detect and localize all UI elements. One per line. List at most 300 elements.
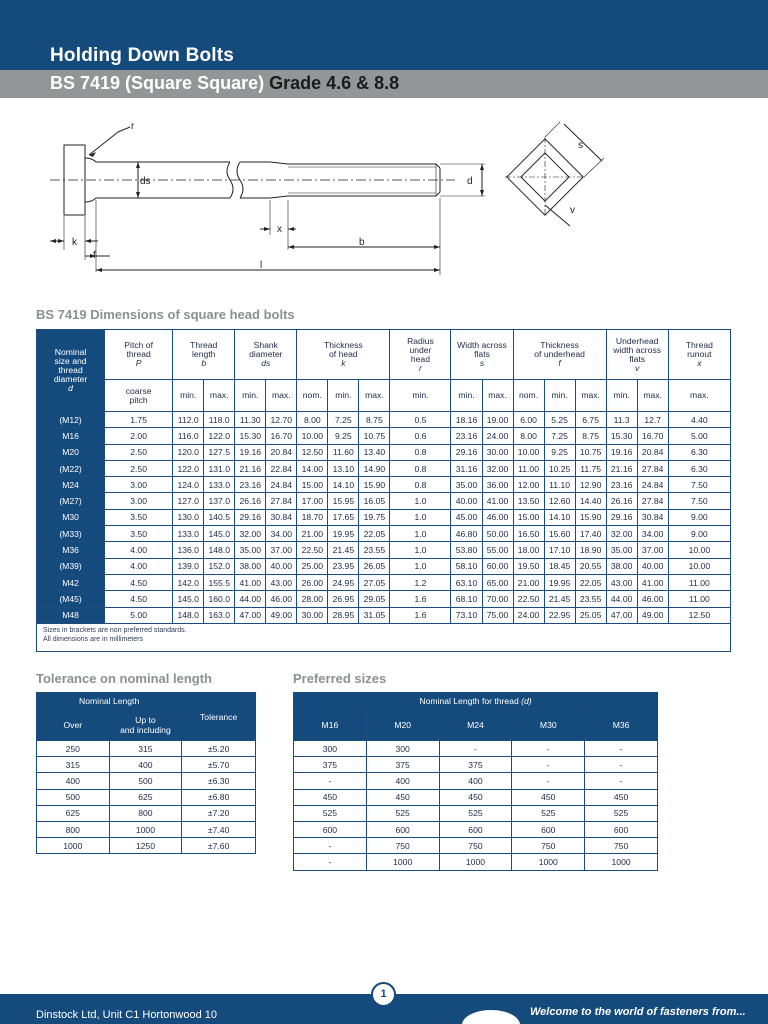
tolerance-table	[36, 692, 256, 854]
table-row	[37, 773, 256, 789]
value-cell: 60.00	[482, 558, 513, 574]
value-cell: 26.16	[235, 493, 266, 509]
value-cell: 600	[294, 821, 367, 837]
label-b: b	[359, 237, 365, 248]
value-cell: 1.0	[390, 509, 451, 525]
value-cell: 49.00	[637, 607, 668, 623]
subheader-max: max.	[359, 380, 390, 412]
table-row	[37, 789, 256, 805]
value-cell: 3.50	[105, 509, 173, 525]
value-cell: 300	[366, 741, 439, 757]
value-cell: 16.70	[637, 428, 668, 444]
value-cell: 1.0	[390, 558, 451, 574]
table-row	[37, 460, 731, 476]
subheader-max: max.	[668, 380, 730, 412]
table-row	[294, 757, 658, 773]
size-cell: (M45)	[37, 591, 105, 607]
value-cell: 24.00	[513, 607, 544, 623]
table-row	[294, 821, 658, 837]
value-cell: 7.25	[544, 428, 575, 444]
value-cell: 44.00	[235, 591, 266, 607]
value-cell: 27.05	[359, 574, 390, 590]
value-cell: 9.25	[544, 444, 575, 460]
column-header: M20	[366, 709, 439, 741]
bolt-drawing	[0, 110, 768, 290]
value-cell: 25.00	[297, 558, 328, 574]
value-cell: 15.30	[606, 428, 637, 444]
value-cell: 14.10	[544, 509, 575, 525]
value-cell: 600	[585, 821, 658, 837]
table-row	[37, 821, 256, 837]
value-cell: 50.00	[482, 526, 513, 542]
value-cell: 1000	[585, 854, 658, 870]
value-cell: 46.00	[637, 591, 668, 607]
preferred-title: Preferred sizes	[293, 671, 387, 686]
subheader-max: max.	[266, 380, 297, 412]
value-cell: 16.05	[359, 493, 390, 509]
size-cell: (M33)	[37, 526, 105, 542]
value-cell: 15.90	[359, 477, 390, 493]
value-cell: 14.00	[297, 460, 328, 476]
value-cell: 11.00	[668, 574, 730, 590]
value-cell: 8.75	[575, 428, 606, 444]
value-cell: 63.10	[451, 574, 482, 590]
column-header: M16	[294, 709, 367, 741]
tolerance-col-tol: Tolerance	[182, 693, 256, 741]
table-row	[37, 477, 731, 493]
value-cell: 8.75	[359, 412, 390, 428]
table-row	[294, 773, 658, 789]
table-notes: Sizes in brackets are non preferred standards. All dimensions are in millimeters	[37, 623, 731, 651]
value-cell: 7.50	[668, 477, 730, 493]
value-cell: 10.00	[668, 542, 730, 558]
table-row	[37, 493, 731, 509]
value-cell: 136.0	[173, 542, 204, 558]
header-shank: Shank diameter ds	[235, 330, 297, 380]
value-cell: 6.30	[668, 444, 730, 460]
subheader-max: max.	[575, 380, 606, 412]
value-cell: 800	[109, 805, 182, 821]
value-cell: 127.5	[204, 444, 235, 460]
value-cell: 15.30	[235, 428, 266, 444]
value-cell: ±5.20	[182, 741, 256, 757]
value-cell: 65.00	[482, 574, 513, 590]
table-row	[37, 607, 731, 623]
value-cell: 131.0	[204, 460, 235, 476]
size-cell: M48	[37, 607, 105, 623]
value-cell: 6.75	[575, 412, 606, 428]
value-cell: 450	[294, 789, 367, 805]
table-row	[294, 741, 658, 757]
value-cell: 600	[366, 821, 439, 837]
value-cell: 15.60	[544, 526, 575, 542]
value-cell: 400	[439, 773, 512, 789]
value-cell: 22.05	[359, 526, 390, 542]
value-cell: 1250	[109, 838, 182, 854]
value-cell: 23.95	[328, 558, 359, 574]
value-cell: 19.00	[482, 412, 513, 428]
value-cell: 26.16	[606, 493, 637, 509]
value-cell: 152.0	[204, 558, 235, 574]
value-cell: 4.00	[105, 542, 173, 558]
size-cell: M36	[37, 542, 105, 558]
value-cell: 28.95	[328, 607, 359, 623]
value-cell: 75.00	[482, 607, 513, 623]
size-cell: M30	[37, 509, 105, 525]
value-cell: 375	[294, 757, 367, 773]
value-cell: 46.00	[266, 591, 297, 607]
value-cell: 12.70	[266, 412, 297, 428]
value-cell: 400	[366, 773, 439, 789]
value-cell: 500	[109, 773, 182, 789]
label-d: d	[467, 176, 473, 187]
value-cell: 4.40	[668, 412, 730, 428]
value-cell: 525	[585, 805, 658, 821]
value-cell: 17.65	[328, 509, 359, 525]
value-cell: 26.05	[359, 558, 390, 574]
value-cell: 53.80	[451, 542, 482, 558]
value-cell: 22.50	[513, 591, 544, 607]
value-cell: 112.0	[173, 412, 204, 428]
value-cell: 1.0	[390, 493, 451, 509]
value-cell: 27.84	[637, 493, 668, 509]
value-cell: 58.10	[451, 558, 482, 574]
value-cell: 21.45	[544, 591, 575, 607]
table-row	[37, 412, 731, 428]
value-cell: 11.00	[513, 460, 544, 476]
value-cell: 17.40	[575, 526, 606, 542]
value-cell: 30.84	[266, 509, 297, 525]
value-cell: 70.00	[482, 591, 513, 607]
header-pitch: Pitch of thread P	[105, 330, 173, 380]
value-cell: 12.50	[297, 444, 328, 460]
subheader-min: min.	[328, 380, 359, 412]
value-cell: 12.7	[637, 412, 668, 428]
value-cell: 315	[109, 741, 182, 757]
value-cell: 6.00	[513, 412, 544, 428]
table-row	[37, 757, 256, 773]
value-cell: 3.00	[105, 477, 173, 493]
value-cell: 10.25	[544, 460, 575, 476]
value-cell: -	[294, 773, 367, 789]
size-cell: M20	[37, 444, 105, 460]
value-cell: 600	[439, 821, 512, 837]
value-cell: 23.16	[235, 477, 266, 493]
value-cell: 1.6	[390, 591, 451, 607]
value-cell: 525	[294, 805, 367, 821]
preferred-group-header: Nominal Length for thread (d)	[294, 693, 658, 709]
tolerance-body	[37, 741, 256, 854]
footer-tagline: Welcome to the world of fasteners from...	[530, 1006, 746, 1018]
value-cell: ±6.30	[182, 773, 256, 789]
value-cell: 160.0	[204, 591, 235, 607]
table-row	[37, 591, 731, 607]
size-cell: M16	[37, 428, 105, 444]
header-thickness-under: Thickness of underhead f	[513, 330, 606, 380]
value-cell: 9.25	[328, 428, 359, 444]
page-subtitle	[50, 73, 399, 94]
value-cell: ±6.80	[182, 789, 256, 805]
value-cell: 0.8	[390, 477, 451, 493]
column-header: M24	[439, 709, 512, 741]
value-cell: 7.50	[668, 493, 730, 509]
value-cell: 116.0	[173, 428, 204, 444]
value-cell: 40.00	[637, 558, 668, 574]
value-cell: 30.00	[297, 607, 328, 623]
value-cell: 47.00	[606, 607, 637, 623]
value-cell: 1.6	[390, 607, 451, 623]
value-cell: 4.50	[105, 574, 173, 590]
table-row	[37, 526, 731, 542]
value-cell: 1.75	[105, 412, 173, 428]
subheader-min: min.	[606, 380, 637, 412]
value-cell: 38.00	[235, 558, 266, 574]
value-cell: 1.0	[390, 526, 451, 542]
value-cell: 19.50	[513, 558, 544, 574]
value-cell: 29.16	[235, 509, 266, 525]
value-cell: 11.60	[328, 444, 359, 460]
label-x: x	[277, 224, 282, 235]
value-cell: 22.95	[544, 607, 575, 623]
table-row	[37, 444, 731, 460]
value-cell: 15.00	[513, 509, 544, 525]
value-cell: 163.0	[204, 607, 235, 623]
value-cell: ±7.60	[182, 838, 256, 854]
value-cell: 10.00	[668, 558, 730, 574]
label-f: f	[93, 250, 96, 261]
value-cell: 15.95	[328, 493, 359, 509]
value-cell: 13.40	[359, 444, 390, 460]
header-runout: Thread runout x	[668, 330, 730, 380]
value-cell: 18.90	[575, 542, 606, 558]
value-cell: 20.84	[637, 444, 668, 460]
value-cell: 400	[109, 757, 182, 773]
value-cell: 24.00	[482, 428, 513, 444]
value-cell: 35.00	[606, 542, 637, 558]
value-cell: 31.05	[359, 607, 390, 623]
subheader-min: min.	[173, 380, 204, 412]
value-cell: 23.16	[451, 428, 482, 444]
value-cell: 18.16	[451, 412, 482, 428]
value-cell: 4.00	[105, 558, 173, 574]
subheader-min: min.	[390, 380, 451, 412]
value-cell: 8.00	[513, 428, 544, 444]
value-cell: 750	[512, 838, 585, 854]
value-cell: 21.00	[297, 526, 328, 542]
value-cell: 32.00	[606, 526, 637, 542]
value-cell: 21.00	[513, 574, 544, 590]
value-cell: 400	[37, 773, 110, 789]
label-ds: ds	[140, 176, 151, 187]
value-cell: -	[585, 757, 658, 773]
value-cell: 18.70	[297, 509, 328, 525]
table-row	[37, 509, 731, 525]
value-cell: 1.0	[390, 542, 451, 558]
value-cell: 37.00	[266, 542, 297, 558]
value-cell: 35.00	[235, 542, 266, 558]
value-cell: 43.00	[266, 574, 297, 590]
header-thickness-head: Thickness of head k	[297, 330, 390, 380]
value-cell: 2.00	[105, 428, 173, 444]
label-r: r	[131, 121, 135, 132]
value-cell: 10.00	[513, 444, 544, 460]
value-cell: 450	[439, 789, 512, 805]
table-row	[37, 558, 731, 574]
value-cell: 0.8	[390, 460, 451, 476]
value-cell: 250	[37, 741, 110, 757]
header-width: Width across flats s	[451, 330, 513, 380]
value-cell: 525	[512, 805, 585, 821]
value-cell: -	[294, 838, 367, 854]
value-cell: 145.0	[173, 591, 204, 607]
label-s: s	[578, 140, 583, 151]
value-cell: 139.0	[173, 558, 204, 574]
tolerance-col-over: Over	[37, 709, 110, 741]
value-cell: 11.00	[668, 591, 730, 607]
value-cell: 140.5	[204, 509, 235, 525]
value-cell: 36.00	[482, 477, 513, 493]
value-cell: 1000	[366, 854, 439, 870]
tolerance-group-header: Nominal Length	[37, 693, 182, 709]
value-cell: 8.00	[297, 412, 328, 428]
label-v: v	[570, 205, 575, 216]
value-cell: 29.16	[451, 444, 482, 460]
value-cell: 148.0	[204, 542, 235, 558]
value-cell: 40.00	[451, 493, 482, 509]
value-cell: 55.00	[482, 542, 513, 558]
table-row	[294, 838, 658, 854]
value-cell: 525	[439, 805, 512, 821]
table-row	[37, 574, 731, 590]
subheader-min: min.	[544, 380, 575, 412]
value-cell: 40.00	[266, 558, 297, 574]
table-row	[294, 789, 658, 805]
value-cell: 29.05	[359, 591, 390, 607]
size-cell: (M27)	[37, 493, 105, 509]
value-cell: 450	[585, 789, 658, 805]
value-cell: 25.05	[575, 607, 606, 623]
value-cell: 15.90	[575, 509, 606, 525]
value-cell: 375	[439, 757, 512, 773]
table-row	[37, 838, 256, 854]
subtitle-grade: Grade 4.6 & 8.8	[269, 73, 400, 93]
subheader-max: max.	[482, 380, 513, 412]
value-cell: 14.10	[328, 477, 359, 493]
tolerance-title: Tolerance on nominal length	[36, 671, 212, 686]
value-cell: 30.84	[637, 509, 668, 525]
value-cell: 30.00	[482, 444, 513, 460]
value-cell: -	[585, 773, 658, 789]
value-cell: 118.0	[204, 412, 235, 428]
value-cell: 24.84	[637, 477, 668, 493]
value-cell: 127.0	[173, 493, 204, 509]
value-cell: 145.0	[204, 526, 235, 542]
value-cell: 450	[512, 789, 585, 805]
value-cell: 43.00	[606, 574, 637, 590]
value-cell: 2.50	[105, 444, 173, 460]
size-cell: (M39)	[37, 558, 105, 574]
value-cell: 625	[109, 789, 182, 805]
tolerance-col-upto: Up to and including	[109, 709, 182, 741]
value-cell: 525	[366, 805, 439, 821]
value-cell: -	[439, 741, 512, 757]
page-number: 1	[371, 982, 396, 1007]
value-cell: 16.70	[266, 428, 297, 444]
value-cell: 22.05	[575, 574, 606, 590]
subheader-min: min.	[235, 380, 266, 412]
page-title: Holding Down Bolts	[50, 45, 235, 66]
value-cell: 10.75	[359, 428, 390, 444]
value-cell: -	[512, 741, 585, 757]
value-cell: 15.00	[297, 477, 328, 493]
value-cell: 10.00	[297, 428, 328, 444]
value-cell: 4.50	[105, 591, 173, 607]
value-cell: 27.84	[266, 493, 297, 509]
value-cell: 148.0	[173, 607, 204, 623]
value-cell: 23.55	[575, 591, 606, 607]
value-cell: 625	[37, 805, 110, 821]
value-cell: 34.00	[266, 526, 297, 542]
value-cell: 750	[366, 838, 439, 854]
value-cell: 9.00	[668, 509, 730, 525]
value-cell: -	[512, 773, 585, 789]
value-cell: 137.0	[204, 493, 235, 509]
value-cell: 21.16	[235, 460, 266, 476]
value-cell: 7.25	[328, 412, 359, 428]
value-cell: 68.10	[451, 591, 482, 607]
value-cell: 450	[366, 789, 439, 805]
value-cell: 23.55	[359, 542, 390, 558]
value-cell: 120.0	[173, 444, 204, 460]
value-cell: 0.8	[390, 444, 451, 460]
value-cell: 750	[439, 838, 512, 854]
table-row	[294, 805, 658, 821]
value-cell: 18.45	[544, 558, 575, 574]
value-cell: 11.10	[544, 477, 575, 493]
value-cell: 1.2	[390, 574, 451, 590]
value-cell: 0.6	[390, 428, 451, 444]
value-cell: 11.30	[235, 412, 266, 428]
value-cell: 1000	[109, 821, 182, 837]
value-cell: 12.90	[575, 477, 606, 493]
subheader-max: max.	[637, 380, 668, 412]
value-cell: 19.16	[235, 444, 266, 460]
value-cell: 12.60	[544, 493, 575, 509]
value-cell: 24.95	[328, 574, 359, 590]
value-cell: 11.75	[575, 460, 606, 476]
value-cell: 5.00	[105, 607, 173, 623]
value-cell: 14.90	[359, 460, 390, 476]
value-cell: 130.0	[173, 509, 204, 525]
value-cell: 13.10	[328, 460, 359, 476]
value-cell: 21.16	[606, 460, 637, 476]
value-cell: ±7.40	[182, 821, 256, 837]
value-cell: 24.84	[266, 477, 297, 493]
value-cell: 32.00	[482, 460, 513, 476]
dimensions-body	[37, 412, 731, 624]
value-cell: 800	[37, 821, 110, 837]
value-cell: 2.50	[105, 460, 173, 476]
value-cell: 32.00	[235, 526, 266, 542]
value-cell: 13.50	[513, 493, 544, 509]
value-cell: 14.40	[575, 493, 606, 509]
header-thread-length: Thread length b	[173, 330, 235, 380]
value-cell: 29.16	[606, 509, 637, 525]
value-cell: 600	[512, 821, 585, 837]
dimensions-title: BS 7419 Dimensions of square head bolts	[36, 307, 295, 322]
value-cell: 1000	[439, 854, 512, 870]
value-cell: 12.00	[513, 477, 544, 493]
